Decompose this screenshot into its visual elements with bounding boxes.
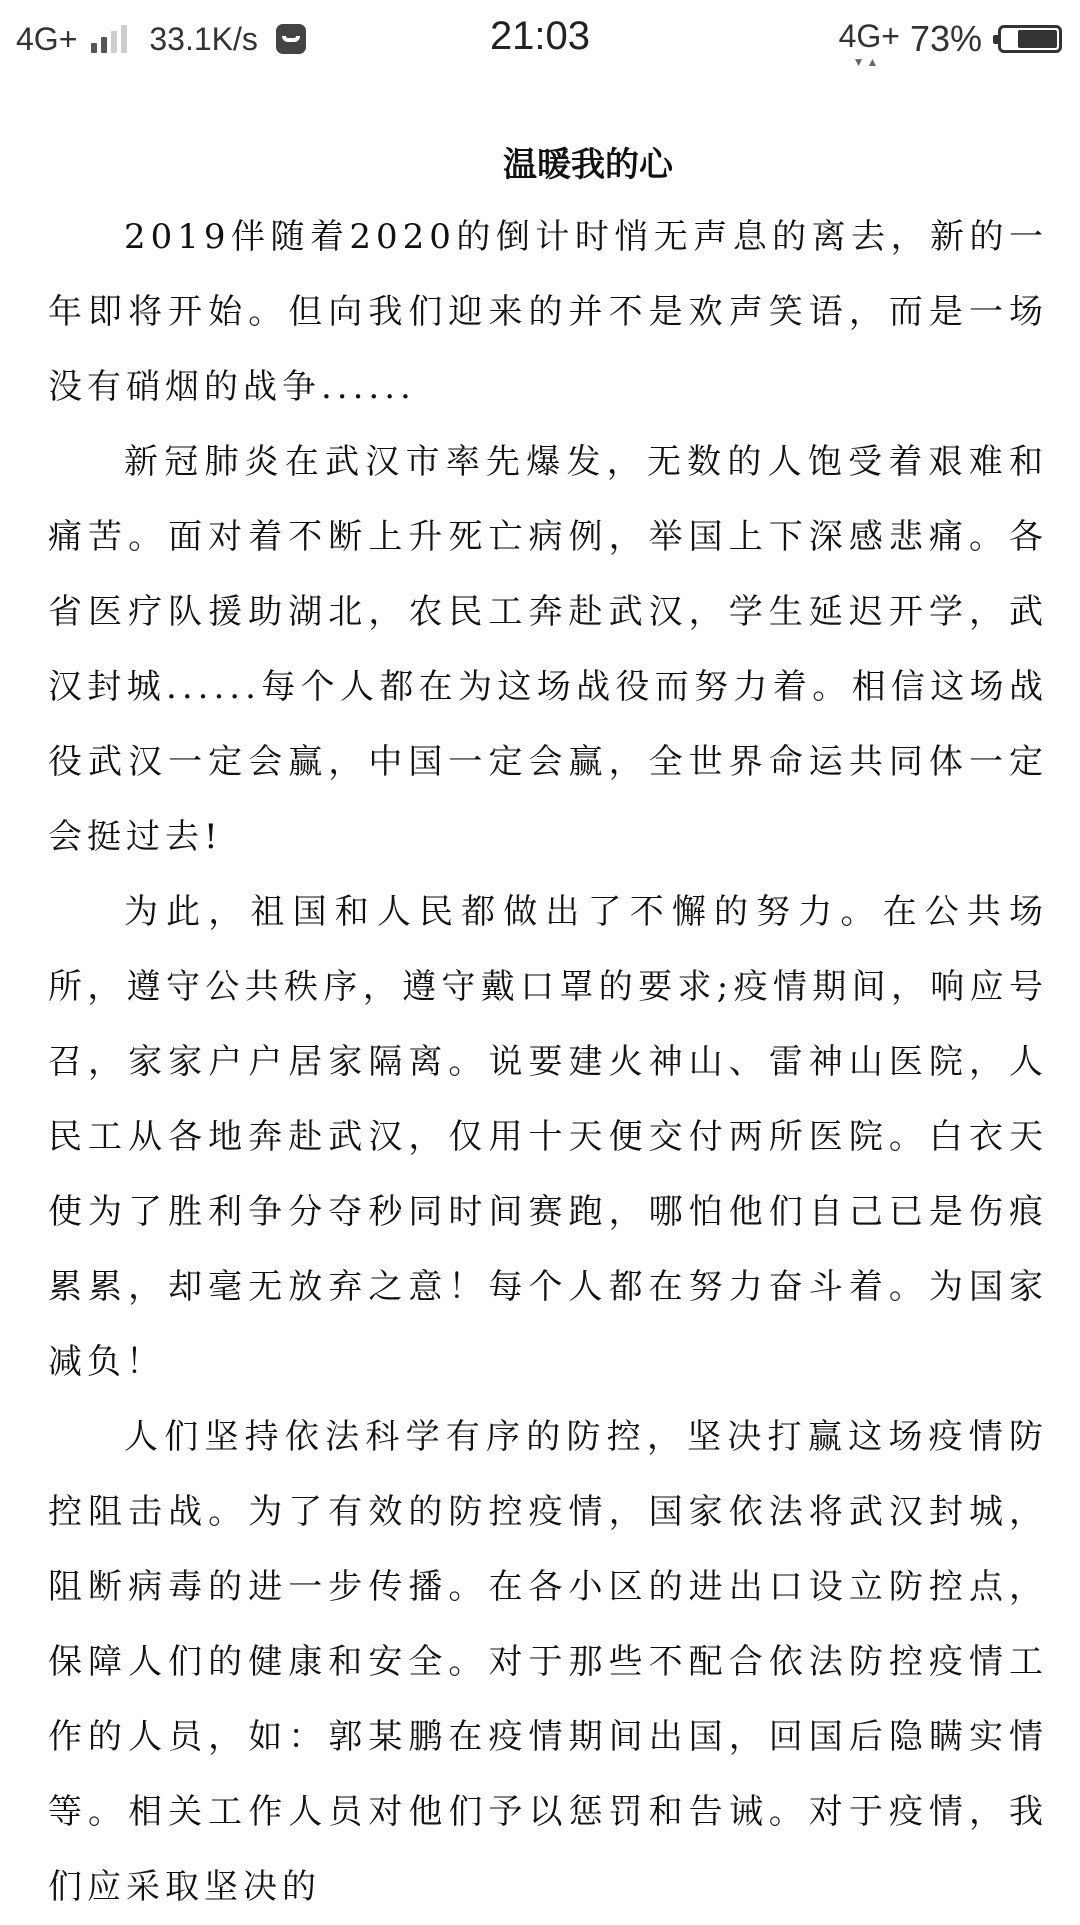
status-bar <box>0 0 1080 78</box>
clock: 21:03 <box>489 14 591 58</box>
paragraph-4: 人们坚持依法科学有序的防控，坚决打赢这场疫情防控阻击战。为了有效的防控疫情，国家依法将武汉封城，阻断病毒的进一步传播。在各小区的进出口设立防控点，保障人们的健康和安全。对于那些不配合依法防控疫情工作的人员，如：郭某鹏在疫情期间出国，回国后隐瞒实情等。相关工作人员对他们予以惩罚和告诫。对于疫情，我们应采取坚决的 <box>48 1417 1048 1907</box>
paragraph-3: 为此，祖国和人民都做出了不懈的努力。在公共场所，遵守公共秩序，遵守戴口罩的要求;疫情期间，响应号召，家家户户居家隔离。说要建火神山、雷神山医院，人民工从各地奔赴武汉，仅用十天便交付两所医院。白衣天使为了胜利争分夺秒同时间赛跑，哪怕他们自己已是伤痕累累，却毫无放弃之意！每个人都在努力奋斗着。为国家减负！ <box>48 892 1048 1382</box>
battery-percent: 73% <box>909 18 982 59</box>
battery-fill <box>1018 30 1057 48</box>
status-right <box>838 16 1062 69</box>
paragraph-1: 2019伴随着2020的倒计时悄无声息的离去，新的一年即将开始。但向我们迎来的并不是欢声笑语，而是一场没有硝烟的战争...... <box>48 217 1048 407</box>
document-title: 温暖我的心 <box>503 145 673 185</box>
network-type-left: 4G+ <box>16 20 78 57</box>
battery-icon <box>998 25 1062 53</box>
document-body <box>48 130 1048 1925</box>
data-arrows-icon: ▼▲ <box>852 54 881 69</box>
paragraph-2: 新冠肺炎在武汉市率先爆发，无数的人饱受着艰难和痛苦。面对着不断上升死亡病例，举国上下深感悲痛。各省医疗队援助湖北，农民工奔赴武汉，学生延迟开学，武汉封城......每个人都在为这场战役而努力着。相信这场战役武汉一定会赢，中国一定会赢，全世界命运共同体一定会挺过去! <box>48 442 1048 857</box>
network-speed: 33.1K/s <box>149 20 258 57</box>
network-type-right: 4G+ ▼▲ <box>838 17 900 69</box>
